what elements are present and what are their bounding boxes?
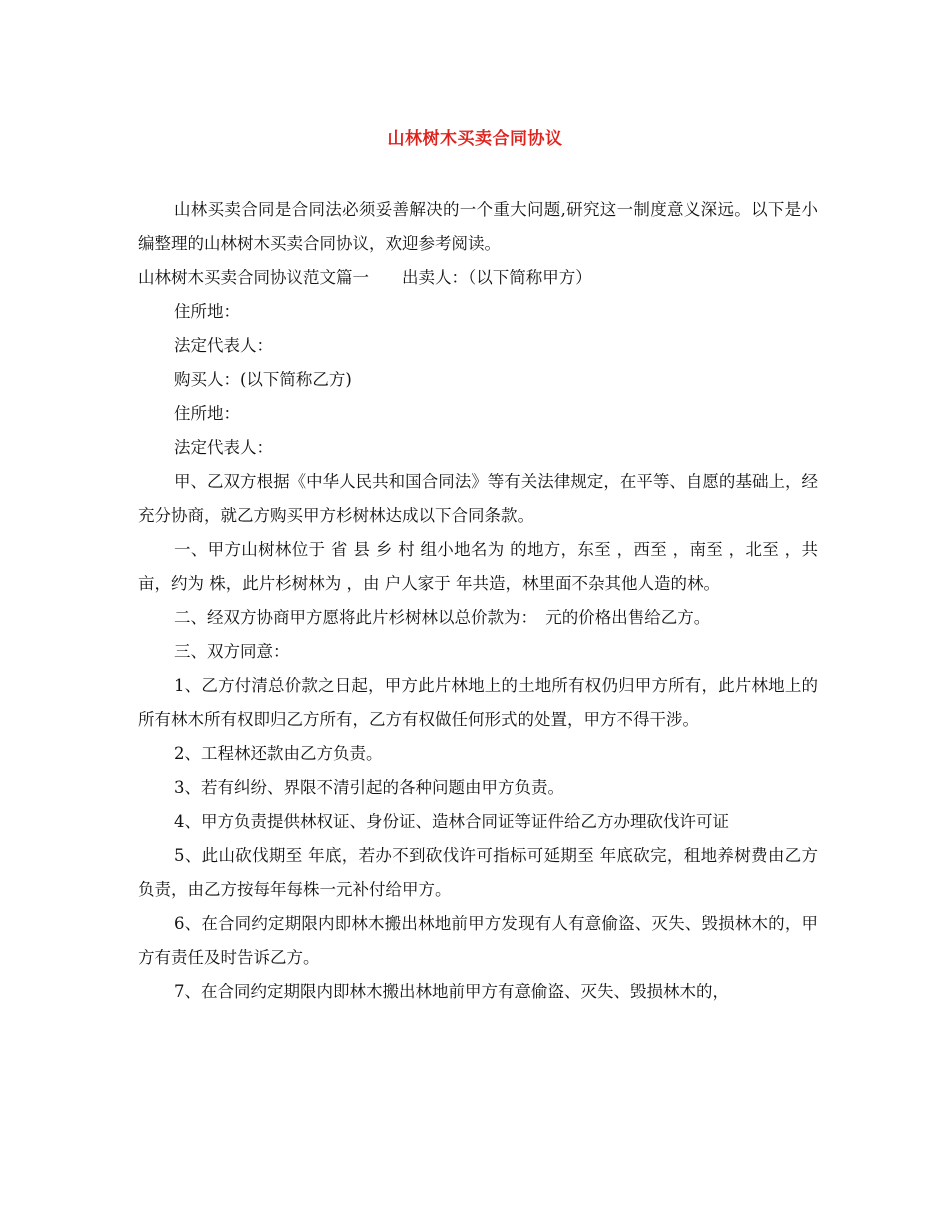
item-4-paragraph: 4、甲方负责提供林权证、身份证、造林合同证等证件给乙方办理砍伐许可证: [174, 812, 729, 831]
document-title: 山林树木买卖合同协议: [387, 129, 563, 149]
buyer-address-line: 住所地：: [174, 404, 240, 423]
seller-line: 山林树木买卖合同协议范文篇一 出卖人：（以下简称甲方）: [138, 268, 592, 287]
item-6-paragraph: 6、在合同约定期限内即林木搬出林地前甲方发现有人有意偷盗、灭失、毁损林木的，甲方有责任及时告诉乙方。: [138, 914, 818, 967]
buyer-representative-line: 法定代表人：: [174, 438, 273, 457]
buyer-line: 购买人：(以下简称乙方): [174, 370, 352, 389]
item-7-paragraph: 7、在合同约定期限内即林木搬出林地前甲方有意偷盗、灭失、毁损林木的，: [174, 982, 729, 1001]
item-5-paragraph: 5、此山砍伐期至 年底，若办不到砍伐许可指标可延期至 年底砍完，租地养树费由乙方负责，由乙方按每年每株一元补付给甲方。: [138, 846, 818, 899]
seller-representative-line: 法定代表人：: [174, 336, 273, 355]
clause-2-paragraph: 二、经双方协商甲方愿将此片杉树林以总价款为： 元的价格出售给乙方。: [174, 608, 711, 627]
clause-1-paragraph: 一、甲方山树林位于 省 县 乡 村 组小地名为 的地方，东至 ，西至 ，南至 ，北至 ，共 亩，约为 株，此片杉树林为 ，由 户人家于 年共造，林里面不杂其他人造的林。: [138, 540, 818, 593]
item-1-paragraph: 1、乙方付清总价款之日起，甲方此片林地上的土地所有权仍归甲方所有，此片林地上的所有林木所有权即归乙方所有，乙方有权做任何形式的处置，甲方不得干涉。: [138, 676, 818, 729]
intro-paragraph: 山林买卖合同是合同法必须妥善解决的一个重大问题,研究这一制度意义深远。以下是小编整理的山林树木买卖合同协议，欢迎参考阅读。: [138, 200, 818, 253]
item-3-paragraph: 3、若有纠纷、界限不清引起的各种问题由甲方负责。: [174, 778, 564, 797]
clause-3-heading: 三、双方同意：: [174, 642, 290, 661]
seller-address-line: 住所地：: [174, 302, 240, 321]
preamble-paragraph: 甲、乙双方根据《中华人民共和国合同法》等有关法律规定，在平等、自愿的基础上，经充分协商，就乙方购买甲方杉树林达成以下合同条款。: [138, 472, 818, 525]
document-body: [138, 193, 818, 1009]
item-2-paragraph: 2、工程林还款由乙方负责。: [174, 744, 383, 763]
